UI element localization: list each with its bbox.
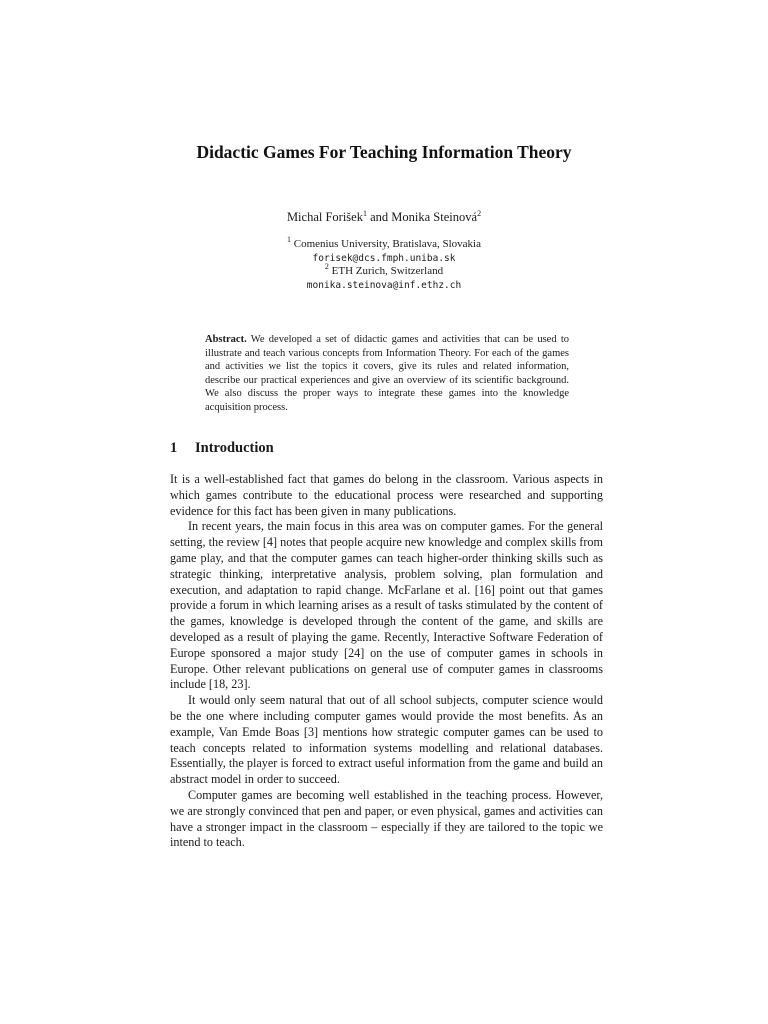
- affiliation-email: monika.steinova@inf.ethz.ch: [306, 279, 462, 291]
- section-title: Introduction: [195, 440, 274, 456]
- paragraph: It would only seem natural that out of all school subjects, computer science would be the one where including computer games would provide the most benefits. As an example, Van Emde Boas [3] mentions how strategic computer games can be used to teach concepts related to information systems modelling and relational databases. Essentially, the player is forced to extract useful information from the game and build an abstract model in order to succeed.: [170, 693, 603, 787]
- section-number: 1: [170, 440, 178, 456]
- author-name: Michal Forišek: [286, 210, 363, 224]
- author-affiliation-mark: 1: [362, 209, 367, 218]
- affiliation-mark: 1: [287, 235, 292, 244]
- abstract-label: Abstract.: [205, 334, 247, 345]
- paragraph: In recent years, the main focus in this area was on computer games. For the general setting, the review [4] notes that people acquire new knowledge and complex skills from game play, and that the computer games can teach higher-order thinking skills such as strategic thinking, interpretative analysis, problem solving, plan formulation and execution, and adaptation to rapid change. McFarlane et al. [16] point out that games provide a forum in which learning arises as a result of tasks stimulated by the content of the games, knowledge is developed through the content of the game, and skills are developed as a result of playing the game. Recently, Interactive Software Federation of Europe sponsored a major study [24] on the use of computer games in schools in Europe. Other relevant publications on general use of computer games in classrooms include [18, 23].: [170, 519, 603, 692]
- affiliation-mark: 2: [324, 262, 329, 271]
- section-heading: [170, 440, 274, 457]
- affiliation-email: forisek@dcs.fmph.uniba.sk: [312, 252, 456, 264]
- affiliation: [150, 235, 618, 252]
- author-line: [150, 209, 618, 225]
- author-name: Monika Steinová: [391, 210, 478, 224]
- abstract: [205, 333, 569, 415]
- paragraph: Computer games are becoming well established in the teaching process. However, we are strongly convinced that pen and paper, or even physical, games and activities can have a stronger impact in the classroom – especially if they are tailored to the topic we intend to teach.: [170, 787, 603, 850]
- affiliation-institution: Comenius University, Bratislava, Slovakia: [293, 238, 481, 250]
- affiliation-institution: ETH Zurich, Switzerland: [331, 265, 444, 277]
- paper-title: Didactic Games For Teaching Information Theory: [196, 142, 572, 162]
- affiliations: [150, 235, 618, 292]
- abstract-text: We developed a set of didactic games and activities that can be used to illustrate and teach various concepts from Information Theory. For each of the games and activities we list the topics it covers, give its rules and related information, describe our practical experiences and give an overview of its scientific background. We also discuss the proper ways to integrate these games into the knowledge acquisition process.: [205, 334, 570, 413]
- author-joiner: and: [366, 210, 392, 224]
- paragraph: It is a well-established fact that games do belong in the classroom. Various aspects in which games contribute to the educational process were researched and supporting evidence for this fact has been given in many publications.: [170, 472, 603, 518]
- affiliation: [150, 262, 618, 279]
- author-affiliation-mark: 2: [477, 209, 482, 218]
- body-text: [170, 472, 603, 851]
